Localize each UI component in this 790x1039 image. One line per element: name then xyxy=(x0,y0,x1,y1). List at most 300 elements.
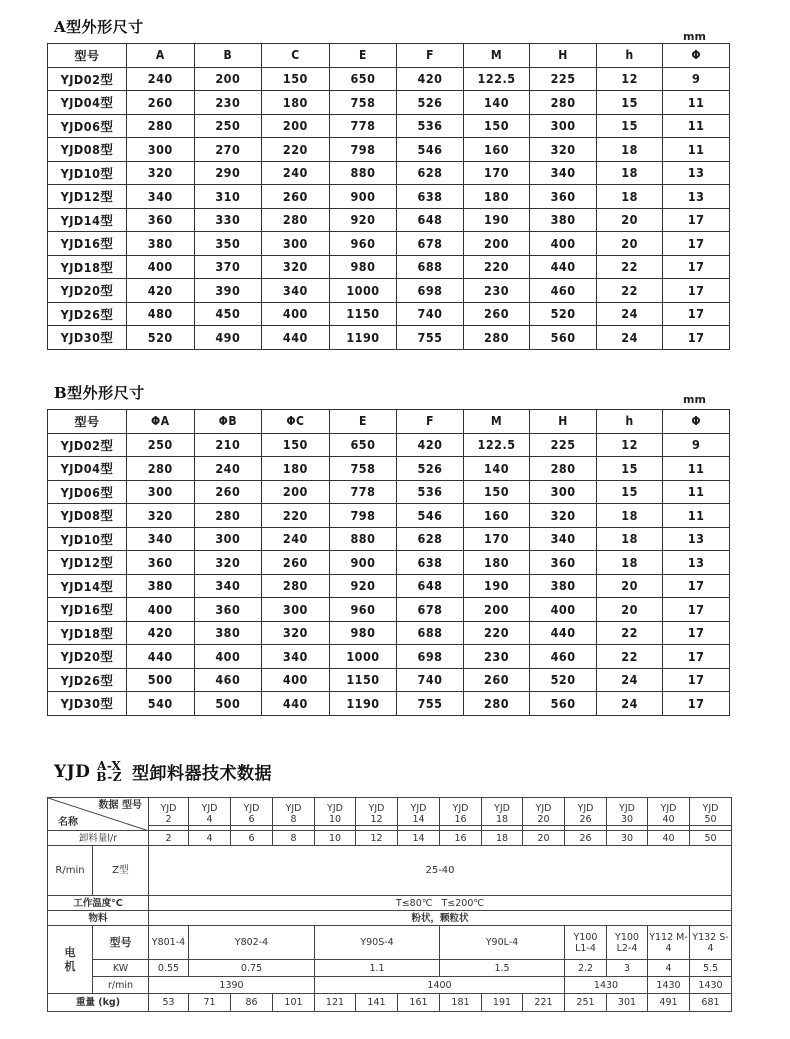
spec-model-prefix: YJD xyxy=(702,802,719,814)
value-cell: 360 xyxy=(530,185,597,209)
model-cell: YJD12型 xyxy=(48,185,127,209)
value-cell: 11 xyxy=(663,138,730,162)
value-cell: 17 xyxy=(663,302,730,326)
value-cell: 420 xyxy=(127,279,195,303)
model-cell: YJD14型 xyxy=(48,208,127,232)
spec-weight-cell: 121 xyxy=(315,994,356,1012)
spec-model-prefix: YJD xyxy=(285,802,302,814)
value-cell: 225 xyxy=(530,433,597,457)
spec-model-number: 18 xyxy=(482,814,522,826)
value-cell: 880 xyxy=(329,527,397,551)
spec-discharge-cell: 18 xyxy=(482,831,523,846)
dimension-table-b xyxy=(47,409,730,716)
value-cell: 320 xyxy=(194,551,262,575)
value-cell: 1150 xyxy=(329,302,397,326)
value-cell: 420 xyxy=(397,433,464,457)
spec-discharge-label: 卸料量l/r xyxy=(48,831,149,846)
value-cell: 638 xyxy=(397,185,464,209)
value-cell: 200 xyxy=(194,67,262,91)
spec-discharge-cell: 2 xyxy=(149,831,189,846)
value-cell: 380 xyxy=(194,621,262,645)
value-cell: 340 xyxy=(262,645,330,669)
value-cell: 9 xyxy=(663,67,730,91)
value-cell: 240 xyxy=(194,457,262,481)
value-cell: 200 xyxy=(262,480,330,504)
value-cell: 320 xyxy=(530,138,597,162)
value-cell: 520 xyxy=(530,302,597,326)
spec-rpm-cell: 1430 xyxy=(690,977,732,994)
value-cell: 920 xyxy=(329,574,397,598)
column-header: h xyxy=(596,410,663,434)
value-cell: 20 xyxy=(596,208,663,232)
value-cell: 900 xyxy=(329,185,397,209)
value-cell: 526 xyxy=(397,91,464,115)
table-row xyxy=(48,692,730,716)
model-cell: YJD16型 xyxy=(48,598,127,622)
value-cell: 160 xyxy=(463,138,530,162)
model-cell: YJD08型 xyxy=(48,138,127,162)
column-header: B xyxy=(194,44,262,68)
value-cell: 340 xyxy=(194,574,262,598)
spec-model-number: 16 xyxy=(440,814,481,826)
value-cell: 560 xyxy=(530,326,597,350)
spec-motor-model-row xyxy=(48,926,732,960)
spec-motor-model-cell: Y132 S-4 xyxy=(690,926,732,960)
value-cell: 18 xyxy=(596,527,663,551)
spec-rpm-row xyxy=(48,977,732,994)
table-row xyxy=(48,621,730,645)
value-cell: 340 xyxy=(262,279,330,303)
value-cell: 17 xyxy=(663,208,730,232)
value-cell: 678 xyxy=(397,232,464,256)
spec-weight-cell: 101 xyxy=(273,994,315,1012)
value-cell: 758 xyxy=(329,457,397,481)
value-cell: 400 xyxy=(262,302,330,326)
value-cell: 1190 xyxy=(329,326,397,350)
spec-title-prefix: YJD xyxy=(54,761,91,782)
value-cell: 546 xyxy=(397,504,464,528)
value-cell: 24 xyxy=(596,302,663,326)
spec-weight-cell: 71 xyxy=(189,994,231,1012)
spec-discharge-cell: 6 xyxy=(231,831,273,846)
spec-discharge-cell: 50 xyxy=(690,831,732,846)
value-cell: 230 xyxy=(194,91,262,115)
value-cell: 280 xyxy=(463,692,530,716)
model-cell: YJD04型 xyxy=(48,457,127,481)
value-cell: 698 xyxy=(397,645,464,669)
table-row xyxy=(48,645,730,669)
value-cell: 15 xyxy=(596,457,663,481)
value-cell: 536 xyxy=(397,114,464,138)
spec-discharge-cell: 14 xyxy=(398,831,440,846)
value-cell: 350 xyxy=(194,232,262,256)
value-cell: 180 xyxy=(262,91,330,115)
table-row xyxy=(48,67,730,91)
value-cell: 400 xyxy=(262,668,330,692)
spec-model-cell xyxy=(523,798,565,831)
spec-kw-label: KW xyxy=(93,960,149,977)
value-cell: 13 xyxy=(663,161,730,185)
value-cell: 24 xyxy=(596,326,663,350)
table-row xyxy=(48,480,730,504)
value-cell: 160 xyxy=(463,504,530,528)
spec-model-number: 12 xyxy=(356,814,397,826)
value-cell: 150 xyxy=(463,114,530,138)
table-row xyxy=(48,598,730,622)
spec-material-value: 粉状，颗粒状 xyxy=(149,911,732,926)
table-row xyxy=(48,138,730,162)
value-cell: 450 xyxy=(194,302,262,326)
value-cell: 18 xyxy=(596,138,663,162)
table-row xyxy=(48,302,730,326)
value-cell: 150 xyxy=(262,67,330,91)
value-cell: 900 xyxy=(329,551,397,575)
spec-speed-row xyxy=(48,846,732,896)
spec-weight-cell: 53 xyxy=(149,994,189,1012)
value-cell: 500 xyxy=(127,668,195,692)
spec-model-cell xyxy=(565,798,607,831)
value-cell: 778 xyxy=(329,114,397,138)
value-cell: 880 xyxy=(329,161,397,185)
model-cell: YJD06型 xyxy=(48,480,127,504)
spec-discharge-cell: 20 xyxy=(523,831,565,846)
value-cell: 270 xyxy=(194,138,262,162)
spec-discharge-cell: 10 xyxy=(315,831,356,846)
model-cell: YJD26型 xyxy=(48,668,127,692)
value-cell: 380 xyxy=(127,232,195,256)
value-cell: 678 xyxy=(397,598,464,622)
spec-corner-bottom: 名称 xyxy=(58,817,78,828)
column-header: 型号 xyxy=(48,44,127,68)
column-header: A xyxy=(127,44,195,68)
spec-model-cell xyxy=(315,798,356,831)
value-cell: 280 xyxy=(127,457,195,481)
value-cell: 420 xyxy=(397,67,464,91)
spec-motor-label-text: 电机 xyxy=(64,945,76,973)
spec-discharge-cell: 26 xyxy=(565,831,607,846)
value-cell: 122.5 xyxy=(463,433,530,457)
spec-discharge-cell: 12 xyxy=(356,831,398,846)
value-cell: 300 xyxy=(530,114,597,138)
value-cell: 260 xyxy=(127,91,195,115)
value-cell: 17 xyxy=(663,692,730,716)
value-cell: 638 xyxy=(397,551,464,575)
spec-weight-cell: 251 xyxy=(565,994,607,1012)
value-cell: 360 xyxy=(127,208,195,232)
spec-motor-model-label: 型号 xyxy=(93,926,149,960)
spec-kw-cell: 1.1 xyxy=(315,960,440,977)
value-cell: 260 xyxy=(463,302,530,326)
value-cell: 280 xyxy=(463,326,530,350)
spec-model-number: 26 xyxy=(565,814,606,826)
column-header: ΦB xyxy=(194,410,262,434)
spec-motor-model-cell: Y112 M-4 xyxy=(648,926,690,960)
spec-model-number: 20 xyxy=(523,814,564,826)
spec-corner-cell xyxy=(48,798,149,831)
value-cell: 22 xyxy=(596,621,663,645)
spec-title-fraction xyxy=(96,758,123,784)
value-cell: 280 xyxy=(530,91,597,115)
value-cell: 778 xyxy=(329,480,397,504)
model-cell: YJD30型 xyxy=(48,326,127,350)
spec-model-prefix: YJD xyxy=(327,802,343,814)
value-cell: 310 xyxy=(194,185,262,209)
spec-discharge-cell: 30 xyxy=(607,831,648,846)
table-header-row xyxy=(48,44,730,68)
value-cell: 18 xyxy=(596,504,663,528)
spec-model-number: 8 xyxy=(273,814,314,826)
column-header: C xyxy=(262,44,330,68)
table-row xyxy=(48,255,730,279)
model-cell: YJD20型 xyxy=(48,645,127,669)
spec-discharge-row xyxy=(48,831,732,846)
spec-model-number: 30 xyxy=(607,814,647,826)
spec-kw-cell: 0.55 xyxy=(149,960,189,977)
column-header: F xyxy=(397,44,464,68)
model-cell: YJD14型 xyxy=(48,574,127,598)
column-header: H xyxy=(530,44,597,68)
model-cell: YJD26型 xyxy=(48,302,127,326)
value-cell: 340 xyxy=(127,185,195,209)
value-cell: 698 xyxy=(397,279,464,303)
spec-model-prefix: YJD xyxy=(577,802,594,814)
spec-model-cell xyxy=(356,798,398,831)
section-a-title: A型外形尺寸 xyxy=(54,18,144,36)
value-cell: 150 xyxy=(262,433,330,457)
value-cell: 17 xyxy=(663,255,730,279)
value-cell: 460 xyxy=(530,279,597,303)
spec-model-prefix: YJD xyxy=(410,802,427,814)
value-cell: 11 xyxy=(663,114,730,138)
spec-motor-model-cell: Y90S-4 xyxy=(315,926,440,960)
spec-model-number: 10 xyxy=(315,814,355,826)
table-row xyxy=(48,114,730,138)
spec-model-number: 40 xyxy=(648,814,689,826)
spec-rpm-cell: 1430 xyxy=(565,977,648,994)
value-cell: 380 xyxy=(127,574,195,598)
spec-discharge-cell: 16 xyxy=(440,831,482,846)
spec-kw-cell: 2.2 xyxy=(565,960,607,977)
spec-model-cell xyxy=(690,798,732,831)
value-cell: 980 xyxy=(329,255,397,279)
spec-model-prefix: YJD xyxy=(452,802,469,814)
spec-model-number: 2 xyxy=(149,814,188,826)
value-cell: 18 xyxy=(596,185,663,209)
spec-temp-row xyxy=(48,896,732,911)
value-cell: 440 xyxy=(262,326,330,350)
table-row xyxy=(48,208,730,232)
value-cell: 280 xyxy=(262,574,330,598)
value-cell: 400 xyxy=(530,232,597,256)
value-cell: 150 xyxy=(463,480,530,504)
value-cell: 400 xyxy=(530,598,597,622)
spec-model-prefix: YJD xyxy=(201,802,218,814)
value-cell: 17 xyxy=(663,621,730,645)
value-cell: 798 xyxy=(329,138,397,162)
value-cell: 170 xyxy=(463,161,530,185)
spec-model-cell xyxy=(482,798,523,831)
spec-model-number: 50 xyxy=(690,814,731,826)
value-cell: 320 xyxy=(127,504,195,528)
value-cell: 755 xyxy=(397,692,464,716)
spec-weight-cell: 141 xyxy=(356,994,398,1012)
spec-motor-model-cell: Y100 L2-4 xyxy=(607,926,648,960)
value-cell: 22 xyxy=(596,279,663,303)
value-cell: 11 xyxy=(663,457,730,481)
section-b-title: B型外形尺寸 xyxy=(54,384,145,402)
spec-model-prefix: YJD xyxy=(368,802,385,814)
table-row xyxy=(48,161,730,185)
value-cell: 260 xyxy=(262,185,330,209)
value-cell: 300 xyxy=(530,480,597,504)
value-cell: 390 xyxy=(194,279,262,303)
value-cell: 536 xyxy=(397,480,464,504)
spec-motor-model-cell: Y801-4 xyxy=(149,926,189,960)
value-cell: 11 xyxy=(663,504,730,528)
value-cell: 688 xyxy=(397,621,464,645)
value-cell: 15 xyxy=(596,480,663,504)
value-cell: 250 xyxy=(194,114,262,138)
value-cell: 688 xyxy=(397,255,464,279)
value-cell: 300 xyxy=(127,138,195,162)
column-header: 型号 xyxy=(48,410,127,434)
value-cell: 17 xyxy=(663,668,730,692)
value-cell: 13 xyxy=(663,527,730,551)
spec-weight-label: 重量 (kg) xyxy=(48,994,149,1012)
value-cell: 140 xyxy=(463,91,530,115)
value-cell: 18 xyxy=(596,161,663,185)
column-header: Φ xyxy=(663,44,730,68)
value-cell: 280 xyxy=(262,208,330,232)
spec-model-prefix: YJD xyxy=(535,802,552,814)
spec-model-cell xyxy=(398,798,440,831)
value-cell: 180 xyxy=(463,551,530,575)
spec-temp-label: 工作温度℃ xyxy=(48,896,149,911)
value-cell: 290 xyxy=(194,161,262,185)
dimension-table-a xyxy=(47,43,730,350)
value-cell: 200 xyxy=(262,114,330,138)
value-cell: 20 xyxy=(596,232,663,256)
value-cell: 240 xyxy=(262,161,330,185)
value-cell: 280 xyxy=(530,457,597,481)
value-cell: 140 xyxy=(463,457,530,481)
value-cell: 210 xyxy=(194,433,262,457)
spec-model-cell xyxy=(189,798,231,831)
spec-model-cell xyxy=(231,798,273,831)
table-row xyxy=(48,91,730,115)
spec-discharge-cell: 40 xyxy=(648,831,690,846)
table-row xyxy=(48,279,730,303)
value-cell: 17 xyxy=(663,598,730,622)
value-cell: 490 xyxy=(194,326,262,350)
value-cell: 400 xyxy=(194,645,262,669)
value-cell: 460 xyxy=(530,645,597,669)
value-cell: 440 xyxy=(262,692,330,716)
spec-models-row xyxy=(48,798,732,831)
model-cell: YJD30型 xyxy=(48,692,127,716)
section-b-unit: mm xyxy=(683,393,706,406)
table-row xyxy=(48,232,730,256)
spec-kw-row xyxy=(48,960,732,977)
table-row xyxy=(48,433,730,457)
value-cell: 11 xyxy=(663,480,730,504)
value-cell: 180 xyxy=(463,185,530,209)
spec-title xyxy=(54,759,272,784)
column-header: F xyxy=(397,410,464,434)
table-row xyxy=(48,457,730,481)
value-cell: 440 xyxy=(530,255,597,279)
spec-weight-cell: 86 xyxy=(231,994,273,1012)
model-cell: YJD02型 xyxy=(48,67,127,91)
spec-speed-value: 25-40 xyxy=(149,846,732,896)
value-cell: 13 xyxy=(663,185,730,209)
model-cell: YJD20型 xyxy=(48,279,127,303)
value-cell: 980 xyxy=(329,621,397,645)
table-row xyxy=(48,185,730,209)
value-cell: 20 xyxy=(596,598,663,622)
spec-model-cell xyxy=(149,798,189,831)
value-cell: 200 xyxy=(463,598,530,622)
value-cell: 755 xyxy=(397,326,464,350)
spec-rpm-label: r/min xyxy=(93,977,149,994)
model-cell: YJD18型 xyxy=(48,621,127,645)
value-cell: 15 xyxy=(596,91,663,115)
value-cell: 220 xyxy=(463,621,530,645)
value-cell: 17 xyxy=(663,279,730,303)
value-cell: 200 xyxy=(463,232,530,256)
spec-model-prefix: YJD xyxy=(494,802,510,814)
value-cell: 220 xyxy=(262,504,330,528)
column-header: E xyxy=(329,44,397,68)
column-header: E xyxy=(329,410,397,434)
value-cell: 9 xyxy=(663,433,730,457)
model-cell: YJD06型 xyxy=(48,114,127,138)
value-cell: 920 xyxy=(329,208,397,232)
value-cell: 260 xyxy=(262,551,330,575)
spec-rpm-cell: 1400 xyxy=(315,977,565,994)
value-cell: 11 xyxy=(663,91,730,115)
spec-model-prefix: YJD xyxy=(243,802,260,814)
spec-model-prefix: YJD xyxy=(619,802,635,814)
spec-model-number: 6 xyxy=(231,814,272,826)
spec-model-cell xyxy=(440,798,482,831)
value-cell: 18 xyxy=(596,551,663,575)
spec-weight-cell: 181 xyxy=(440,994,482,1012)
value-cell: 24 xyxy=(596,692,663,716)
value-cell: 330 xyxy=(194,208,262,232)
spec-weight-row xyxy=(48,994,732,1012)
value-cell: 17 xyxy=(663,232,730,256)
spec-weight-cell: 191 xyxy=(482,994,523,1012)
value-cell: 380 xyxy=(530,574,597,598)
spec-speed-label: R/min xyxy=(48,846,93,896)
value-cell: 220 xyxy=(463,255,530,279)
value-cell: 300 xyxy=(127,480,195,504)
section-a-unit: mm xyxy=(683,30,706,43)
value-cell: 230 xyxy=(463,645,530,669)
value-cell: 17 xyxy=(663,645,730,669)
value-cell: 440 xyxy=(127,645,195,669)
spec-model-cell xyxy=(607,798,648,831)
spec-motor-label xyxy=(48,926,93,994)
value-cell: 440 xyxy=(530,621,597,645)
value-cell: 190 xyxy=(463,574,530,598)
spec-kw-cell: 5.5 xyxy=(690,960,732,977)
value-cell: 520 xyxy=(127,326,195,350)
value-cell: 250 xyxy=(127,433,195,457)
value-cell: 170 xyxy=(463,527,530,551)
value-cell: 420 xyxy=(127,621,195,645)
